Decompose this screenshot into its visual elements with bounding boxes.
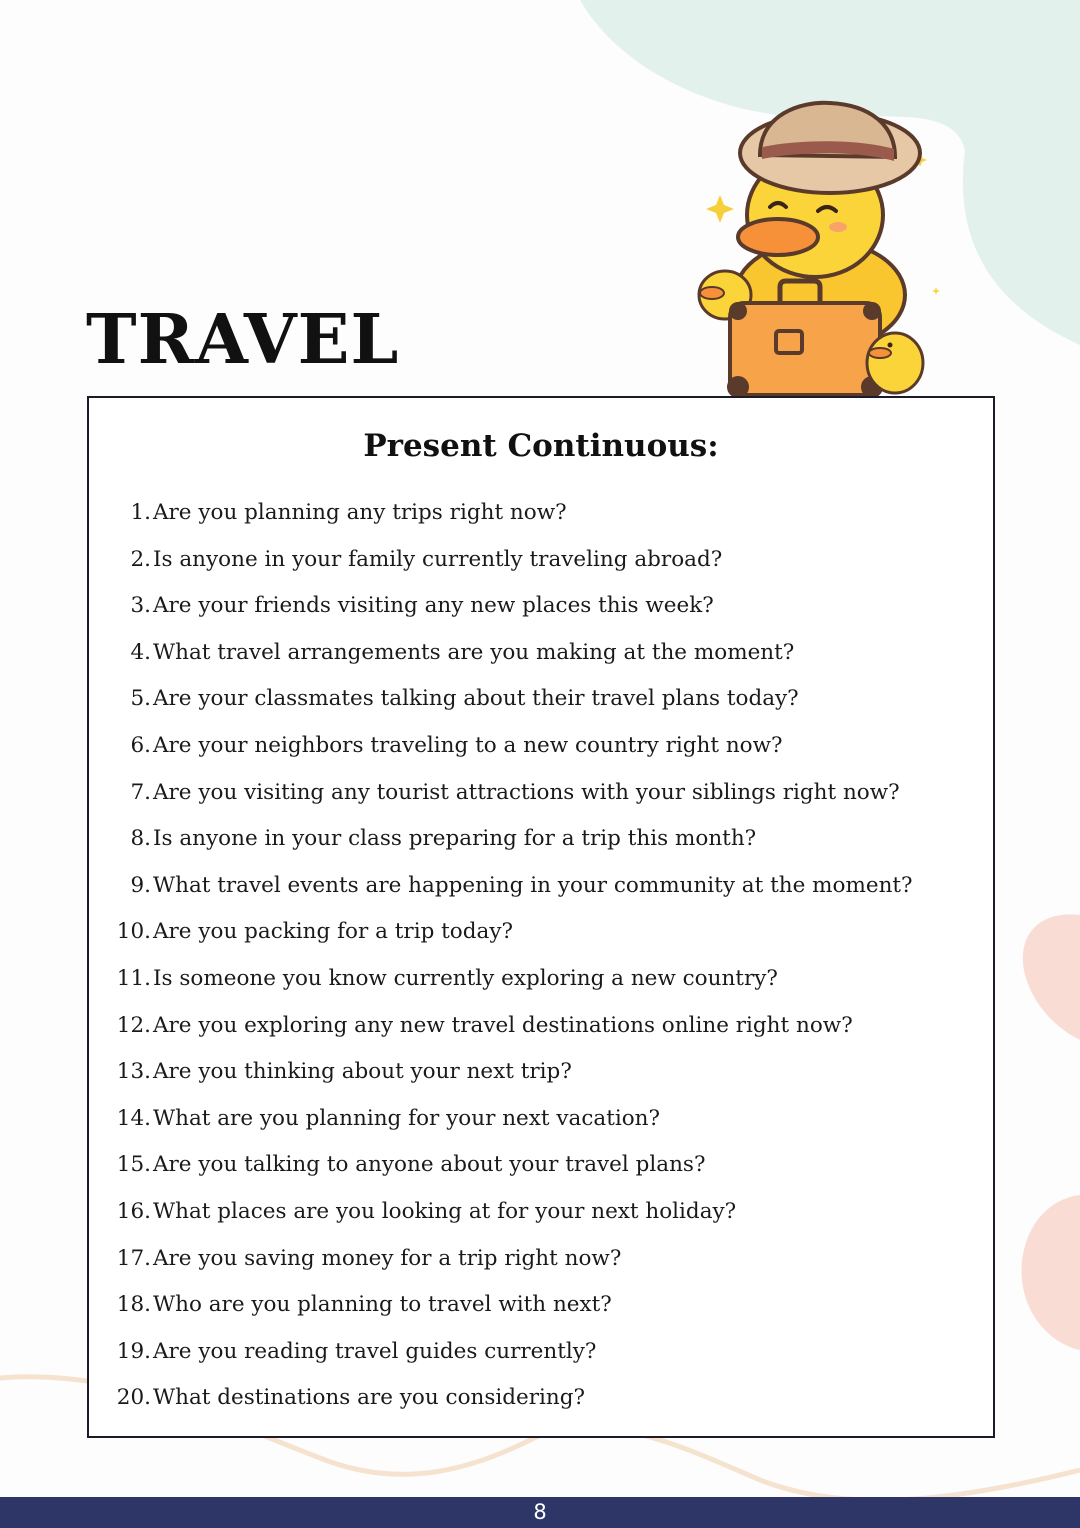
question-text: Are you talking to anyone about your travel plans? — [153, 1152, 706, 1178]
question-number: 13. — [116, 1059, 151, 1085]
question-list — [89, 500, 913, 1432]
question-item — [89, 1246, 913, 1293]
question-item — [89, 733, 913, 780]
question-item — [89, 1292, 913, 1339]
question-number: 4. — [130, 639, 151, 665]
page-title: TRAVEL — [86, 300, 400, 380]
question-item — [89, 780, 913, 827]
question-text: Is anyone in your class preparing for a trip this month? — [153, 826, 757, 852]
question-text: Are you planning any trips right now? — [153, 500, 567, 525]
question-number: 20. — [116, 1385, 151, 1411]
question-text: What are you planning for your next vacation? — [153, 1105, 661, 1131]
question-text: What destinations are you considering? — [153, 1385, 586, 1411]
question-number: 2. — [130, 546, 151, 572]
question-item — [89, 547, 913, 594]
question-item — [89, 686, 913, 733]
peach-blob-right-upper — [1023, 914, 1080, 1040]
question-item — [89, 826, 913, 873]
question-number: 6. — [130, 732, 151, 758]
question-item — [89, 919, 913, 966]
question-item — [89, 1013, 913, 1060]
question-text: Are you packing for a trip today? — [153, 919, 513, 945]
question-item — [89, 1106, 913, 1153]
question-number: 1. — [130, 500, 151, 525]
question-text: Is anyone in your family currently traveling abroad? — [153, 546, 723, 572]
question-text: Are your friends visiting any new places this week? — [153, 593, 714, 619]
footer-bar — [0, 1497, 1080, 1528]
question-text: Are you thinking about your next trip? — [153, 1059, 572, 1085]
question-text: Are you reading travel guides currently? — [153, 1338, 597, 1364]
question-text: Are your neighbors traveling to a new country right now? — [153, 732, 783, 758]
question-item — [89, 593, 913, 640]
question-number: 14. — [116, 1105, 151, 1131]
question-text: What places are you looking at for your next holiday? — [153, 1198, 737, 1224]
question-number: 16. — [116, 1198, 151, 1224]
question-item — [89, 500, 913, 547]
question-number: 15. — [116, 1152, 151, 1178]
question-item — [89, 873, 913, 920]
question-text: Are your classmates talking about their travel plans today? — [153, 686, 799, 712]
question-item — [89, 1152, 913, 1199]
peach-blob-right-lower — [1022, 1195, 1080, 1350]
question-number: 11. — [116, 965, 151, 991]
question-item — [89, 1385, 913, 1432]
question-number: 9. — [130, 872, 151, 898]
question-text: Are you saving money for a trip right now? — [153, 1245, 622, 1271]
question-item — [89, 1059, 913, 1106]
page-number: 8 — [533, 1500, 547, 1524]
question-text: Are you visiting any tourist attractions with your siblings right now? — [153, 779, 900, 805]
questions-card — [87, 396, 995, 1438]
question-number: 8. — [130, 826, 151, 852]
question-text: Who are you planning to travel with next? — [153, 1292, 612, 1318]
question-text: What travel arrangements are you making at the moment? — [153, 639, 795, 665]
question-item — [89, 1199, 913, 1246]
question-number: 7. — [130, 779, 151, 805]
question-item — [89, 966, 913, 1013]
duck-mascot-illustration — [690, 95, 950, 405]
question-number: 5. — [130, 686, 151, 712]
question-number: 12. — [116, 1012, 151, 1038]
question-text: What travel events are happening in your community at the moment? — [153, 872, 913, 898]
question-number: 18. — [116, 1292, 151, 1318]
question-number: 19. — [116, 1338, 151, 1364]
section-heading: Present Continuous: — [363, 428, 719, 464]
question-item — [89, 1339, 913, 1386]
question-number: 17. — [116, 1245, 151, 1271]
question-number: 3. — [130, 593, 151, 619]
question-item — [89, 640, 913, 687]
question-text: Are you exploring any new travel destinations online right now? — [153, 1012, 853, 1038]
question-number: 10. — [116, 919, 151, 945]
question-text: Is someone you know currently exploring a new country? — [153, 965, 778, 991]
